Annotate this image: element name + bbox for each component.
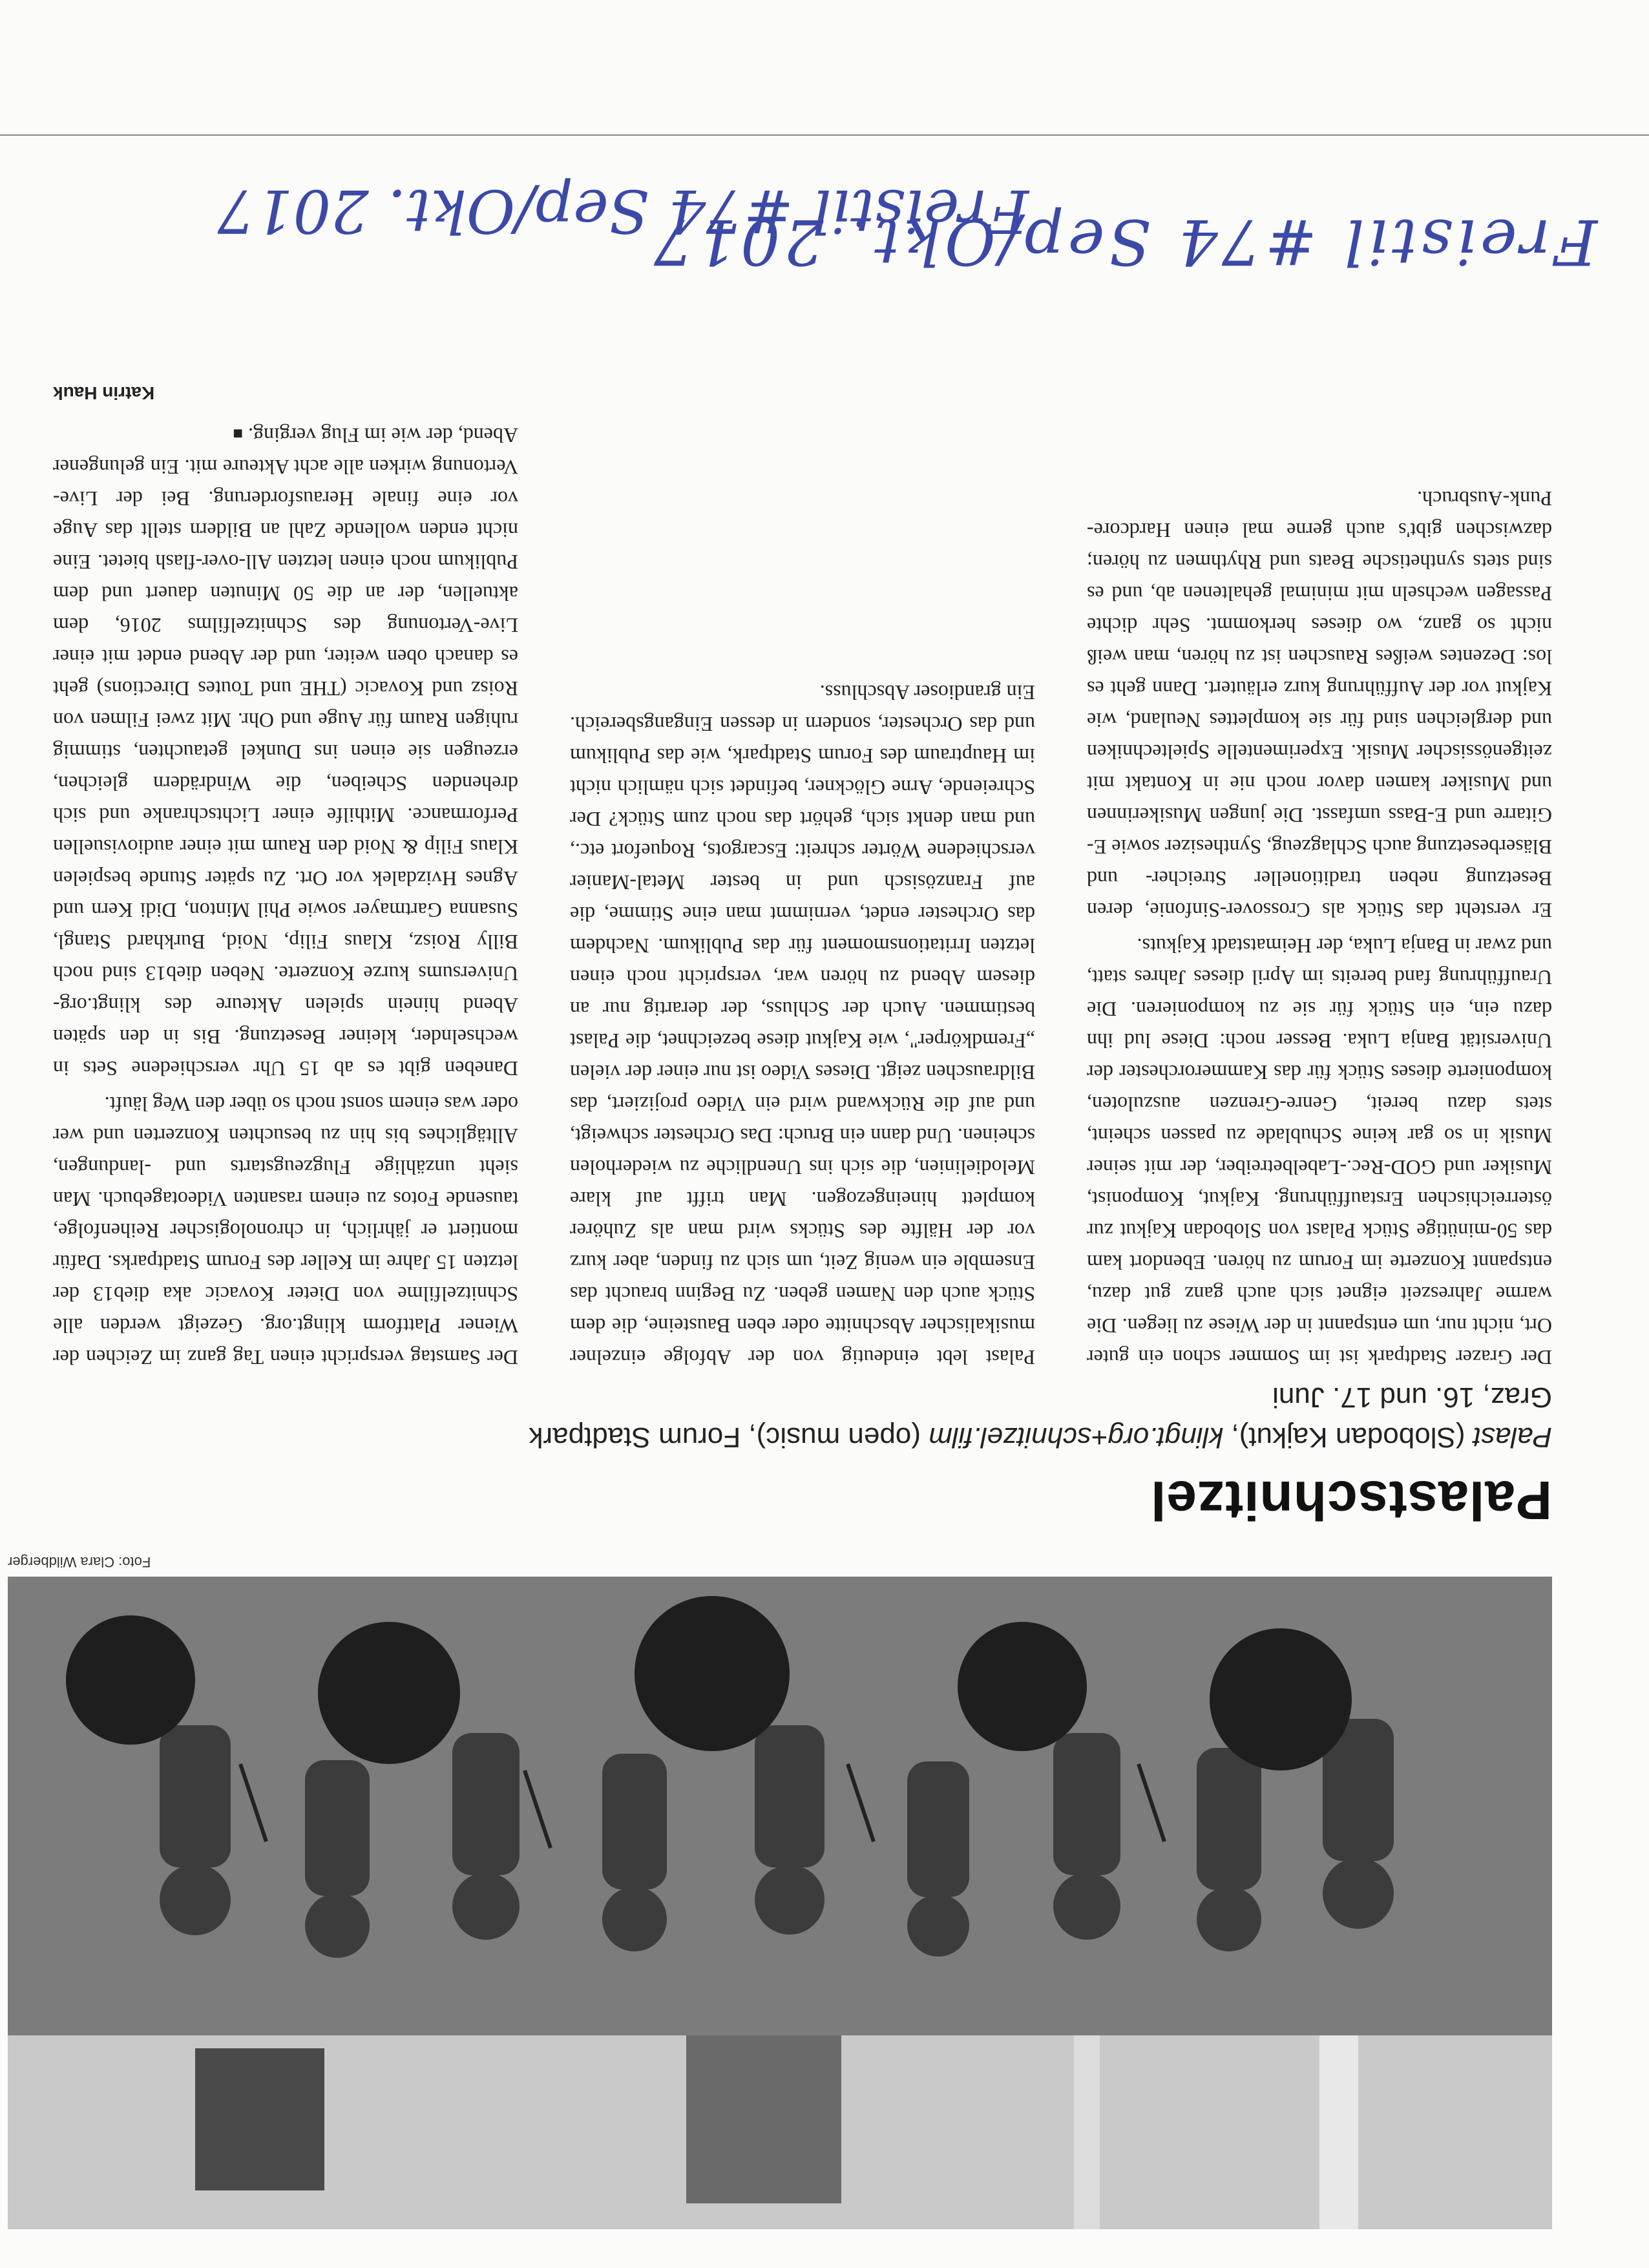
article-subtitle [454,1377,1552,1457]
article-column-2 [570,677,1035,1373]
article-column-3 [53,377,518,1373]
subtitle-venue: (open music), Forum Stadtpark Graz, 16. und 17. Juni [529,1381,1552,1453]
subtitle-work-title: Palast [1473,1422,1552,1453]
article-title: Palastschnitzel [1150,1470,1552,1531]
col1-paragraph-1: Der Grazer Stadtpark ist im Sommer schon ein guter Ort, nicht nur, um entspannt in der Wiese zu liegen. Die warme Jahreszeit eignet sich auch ganz gut dazu, entspannt Konzerte im Forum zu hören. Ebendort kam das 50-minütige Stück Palast von Slobodan Kajkut zur österreichischen Erstaufführung. Kajkut, Komponist, Musiker und GOD-Rec.-Labelbetreiber, der mit seiner Musik in so gar keine Schublade zu passen scheint, stets dazu bereit, Genre-Grenzen auszuloten, komponierte dieses Stück für das Kammerorchester der Universität Banja Luka. Besser noch: Diese lud ihn dazu ein, ein Stück für sie zu komponieren. Die Uraufführung fand bereits im April dieses Jahres statt, und zwar in Banja Luka, der Heimatstadt Kajkuts. [1087,934,1552,1369]
col1-paragraph-2: Er versteht das Stück als Crossover-Sinfonie, deren Besetzung neben traditioneller Streicher- und Bläserbesetzung auch Schlagzeug, Synthesizer sowie E-Gitarre und E-Bass umfasst. Die jungen Musikerinnen und Musiker kamen davor noch nie in Kontakt mit zeitgenössischer Musik. Experimentelle Spieltechniken und dergleichen sind für sie komplettes Neuland, wie Kajkut vor der Aufführung kurz erläutert. Dann geht es los: Dezentes weißes Rauschen ist zu hören, man weiß nicht so ganz, wo dieses herkommt. Sehr dichte Passagen wechseln mit minimal gehaltenen ab, und es sind stets synthetische Beats und Rhythmen zu hören; dazwischen gibt's auch gerne mal einen Hardcore-Punk-Ausbruch. [1087,487,1552,922]
article-column-1 [1087,483,1552,1373]
col2-paragraph-1: Palast lebt eindeutig von der Abfolge einzelner musikalischer Abschnitte oder eben Bausteine, die dem Stück auch den Namen geben. Zu Beginn braucht das Ensemble ein wenig Zeit, um sich zu finden, aber kurz vor der Hälfte des Stücks wird man als Zuhörer komplett hineingezogen. Man trifft auf klare Melodielinien, die sich ins Unendliche zu wiederholen scheinen. Und dann ein Bruch: Das Orchester schweigt, und auf die Rückwand wird ein Video projiziert, das Bildrauschen zeigt. Dieses Video ist nur einer der vielen „Fremdkörper", wie Kajkut diese bezeichnet, die Palast bestimmen. Auch der Schluss, der derartig nur an diesem Abend zu hören war, verspricht noch einen letzten Irritationsmoment für das Publikum. Nachdem das Orchester endet, vernimmt man eine Stimme, die auf Französisch und in bester Metal-Manier verschiedene Wörter schreit: Escargots, Roquefort etc., und man denkt sich, gehört das noch zum Stück? Der Schreiende, Arne Glöckner, befindet sich nämlich nicht im Hauptraum des Forum Stadtpark, wie das Publikum und das Orchester, sondern in dessen Eingangsbereich. Ein grandioser Abschluss. [570,681,1035,1369]
handwritten-annotation: Freistil #74 Sep/Okt. 2017 [217,176,1029,246]
handwritten-note: Freistil #74 Sep/Okt. 2017 [649,205,1597,278]
orchestra-photo-graphic [8,1577,1552,2229]
subtitle-composer: (Slobodan Kajkut), [1223,1422,1473,1453]
article-author: Katrin Hauk [53,383,155,403]
photo-credit: Foto: Clara Wildberger [8,1554,151,1570]
col3-paragraph-2 [53,418,518,1084]
subtitle-event: klingt.org+schnitzel.film [929,1422,1224,1453]
end-of-article-mark: ■ [233,425,243,443]
col3-paragraph-1: Der Samstag verspricht einen Tag ganz im Zeichen der Wiener Plattform klingt.org. Gezeigt werden alle Schnitzelfilme von Dieter Kovacic aka dieb13 der letzten 15 Jahre im Keller des Forum Stadtparks. Dafür montiert er jährlich, in chronologischer Reihenfolge, tausende Fotos zu einem rasanten Videotagebuch. Man sieht unzählige Flugzeugstarts und -landungen, Alltägliches bis hin zu besuchten Konzerten und wer oder was einem sonst noch so über den Weg läuft. [53,1093,518,1369]
top-edge-rule [0,134,1649,136]
photo-area [8,1577,1552,2229]
col3-paragraph-2-text: Daneben gibt es ab 15 Uhr verschiedene Sets in wechselnder, kleiner Besetzung. Bis in den späten Abend hinein spielen Akteure des klingt.org-Universums kurze Konzerte. Neben dieb13 sind noch Billy Roisz, Klaus Filip, Noid, Burkhard Stangl, Susanna Gartmayer sowie Phil Minton, Didi Kern und Agnes Hvizdalek vor Ort. Zu später Stunde bespielen Klaus Filip & Noid den Raum mit einer audiovisuellen Performance. Mithilfe einer Lichtschranke und sich drehenden Scheiben, die Windrädern gleichen, erzeugen sie einen ins Dunkel getauchten, stimmig ruhigen Raum für Auge und Ohr. Mit zwei Filmen von Roisz und Kovacic (THE und Toutes Directions) geht es danach oben weiter, und der Abend endet mit einer Live-Vertonung des Schnitzelfilms 2016, dem aktuellen, der an die 50 Minuten dauert und dem Publikum noch einen letzten All-over-flash bietet. Eine nicht enden wollende Zahl an Bildern stellt das Auge vor eine finale Herausforderung. Bei der Live-Vertonung wirken alle acht Akteure mit. Ein gelungener Abend, der wie im Flug verging. [53,424,518,1080]
